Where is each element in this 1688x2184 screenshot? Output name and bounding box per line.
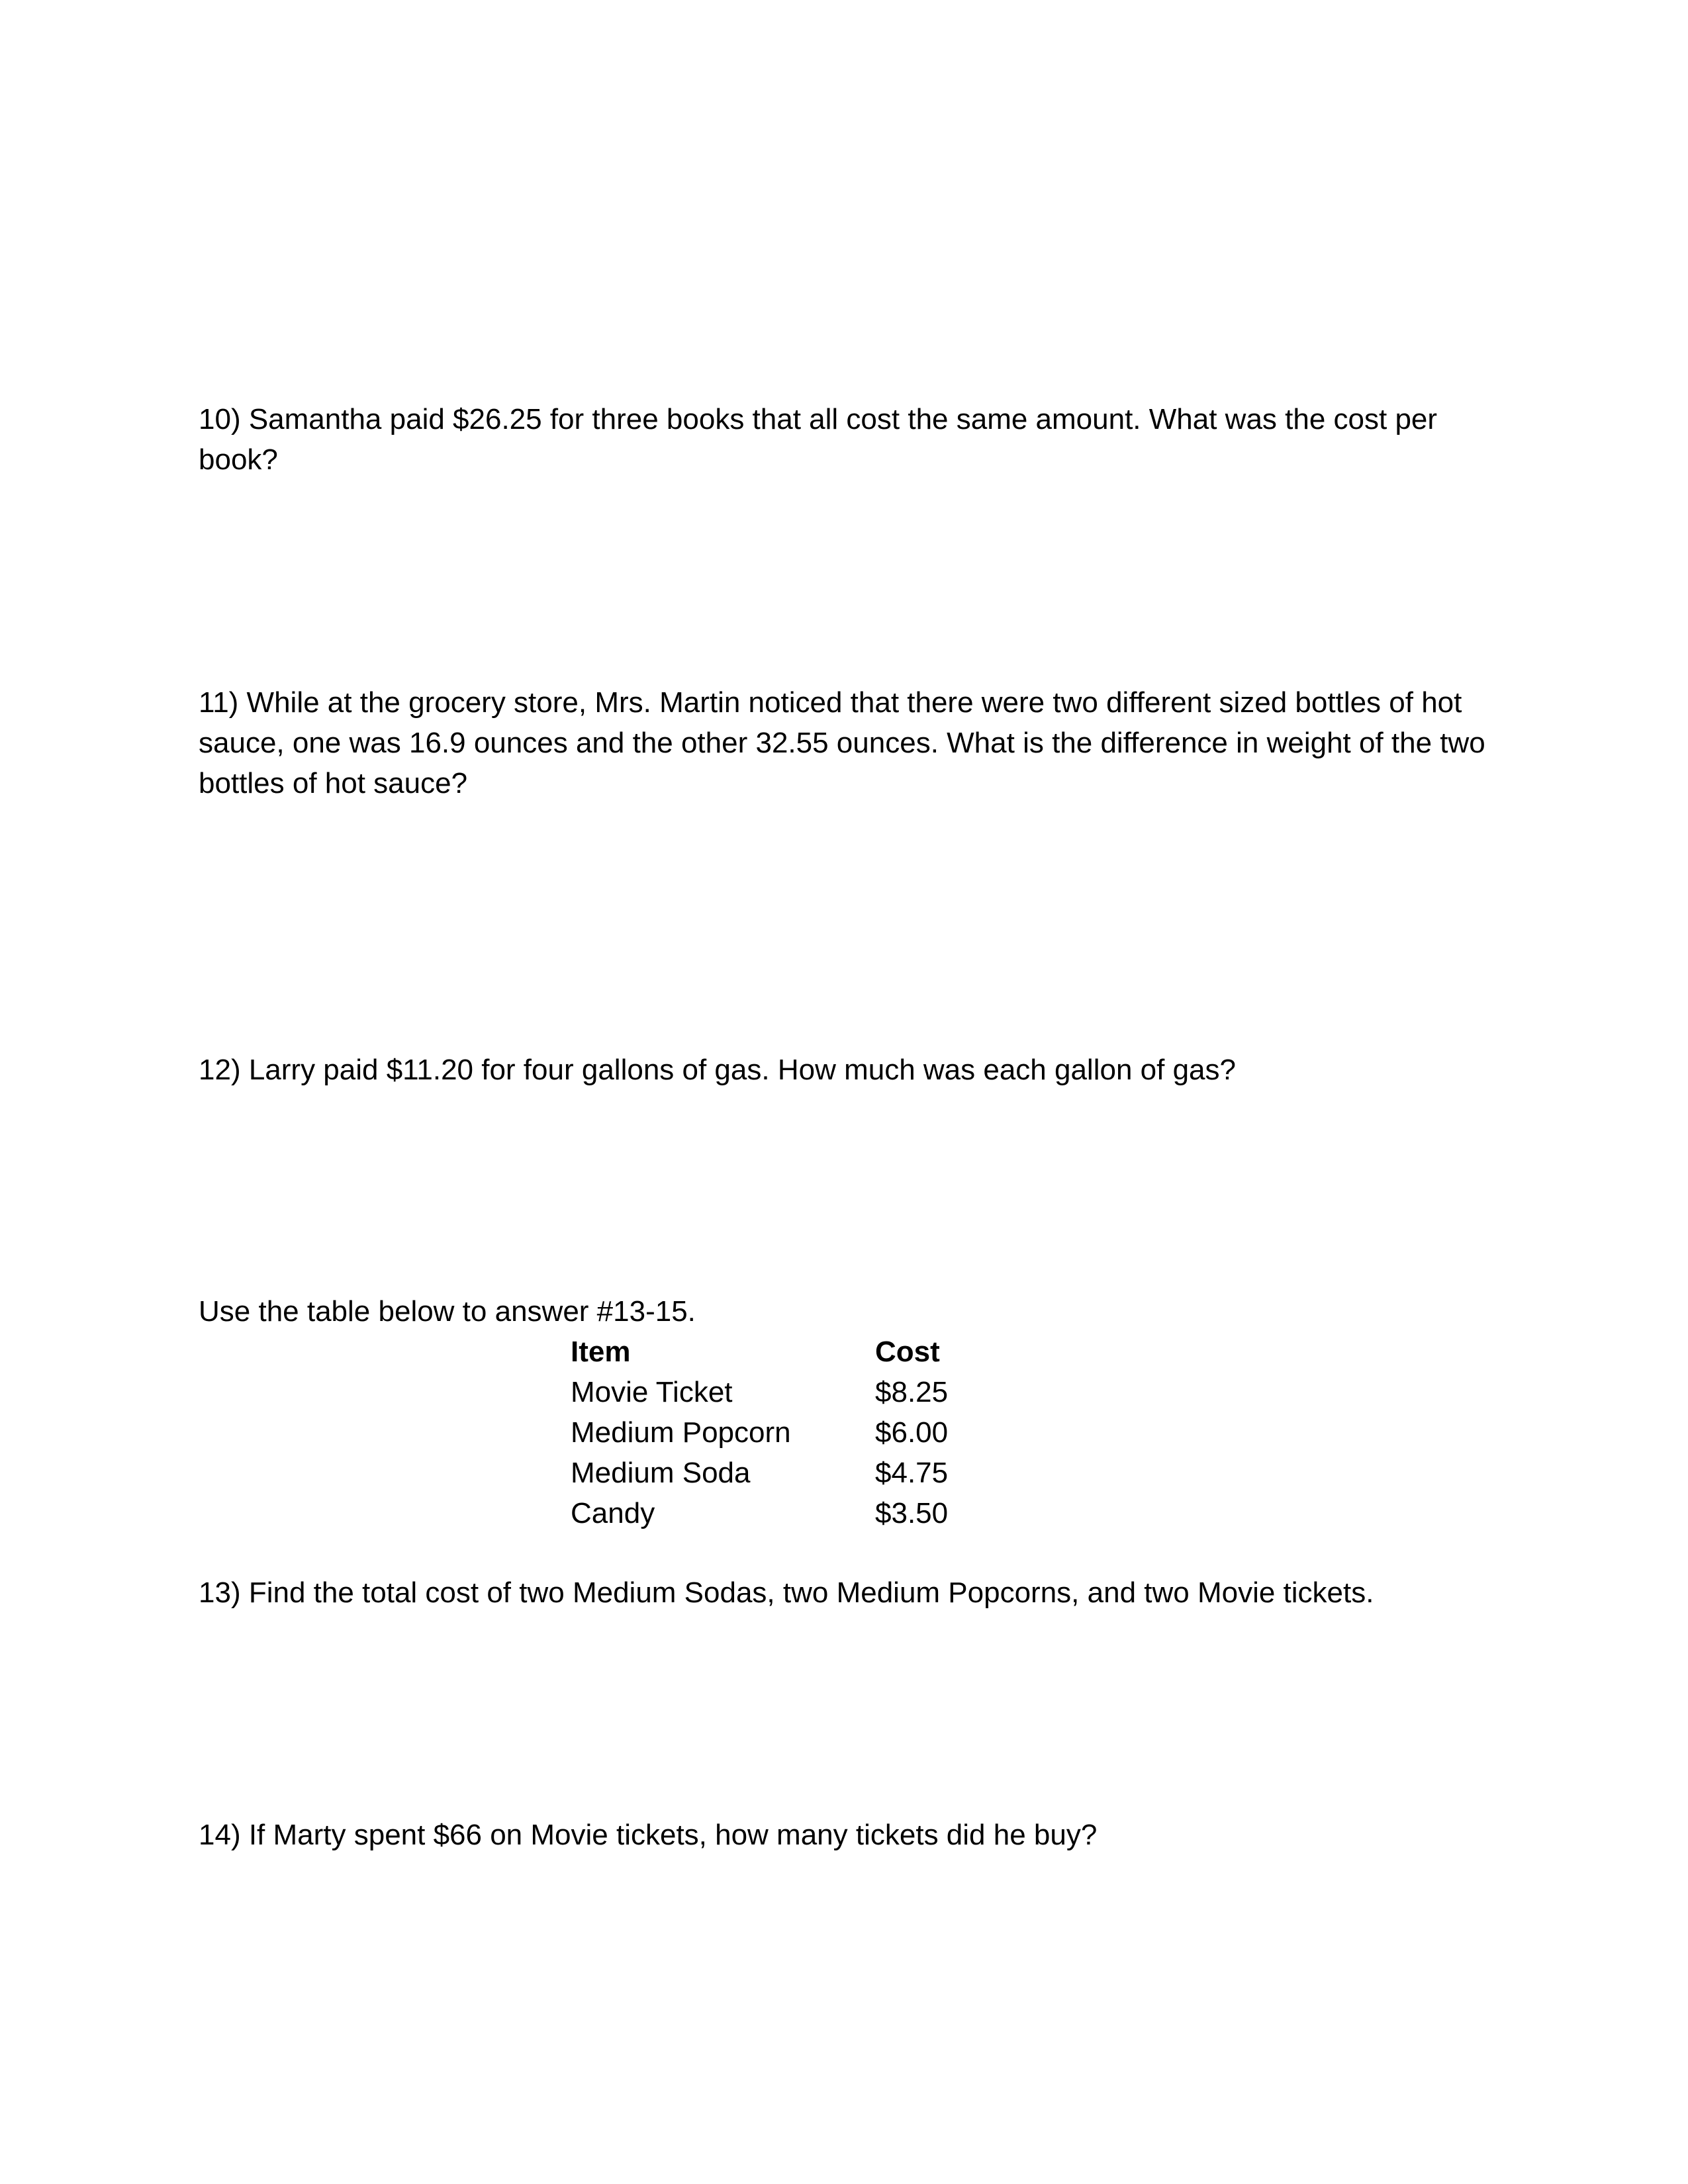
cost-cell: $8.25 bbox=[875, 1376, 949, 1408]
item-cell: Medium Popcorn bbox=[571, 1416, 791, 1449]
item-cell: Candy bbox=[571, 1497, 655, 1529]
cost-cell: $3.50 bbox=[875, 1497, 949, 1529]
question-10: 10) Samantha paid $26.25 for three books that all cost the same amount. What was the cost per book? bbox=[199, 403, 1438, 476]
item-cell: Movie Ticket bbox=[571, 1376, 733, 1408]
question-14: 14) If Marty spent $66 on Movie tickets, how many tickets did he buy? bbox=[199, 1819, 1098, 1851]
question-11: 11) While at the grocery store, Mrs. Martin noticed that there were two different sized bottles of hot sauce, one was 16.9 ounces and the other 32.55 ounces. What is the difference in weight of the two bottles of hot sauce? bbox=[199, 686, 1485, 799]
table-row bbox=[571, 1493, 1008, 1533]
question-13: 13) Find the total cost of two Medium Sodas, two Medium Popcorns, and two Movie tickets. bbox=[199, 1576, 1374, 1609]
question-12: 12) Larry paid $11.20 for four gallons of gas. How much was each gallon of gas? bbox=[199, 1054, 1236, 1086]
cost-cell: $6.00 bbox=[875, 1416, 949, 1449]
table-instructions: Use the table below to answer #13-15. bbox=[199, 1295, 696, 1328]
item-cell: Medium Soda bbox=[571, 1457, 751, 1489]
header-item: Item bbox=[571, 1336, 631, 1368]
price-table bbox=[571, 1332, 1008, 1533]
table-row bbox=[571, 1372, 1008, 1412]
table-header-row bbox=[571, 1332, 1008, 1372]
cost-cell: $4.75 bbox=[875, 1457, 949, 1489]
header-cost: Cost bbox=[875, 1336, 940, 1368]
table-row bbox=[571, 1412, 1008, 1453]
table-row bbox=[571, 1453, 1008, 1493]
